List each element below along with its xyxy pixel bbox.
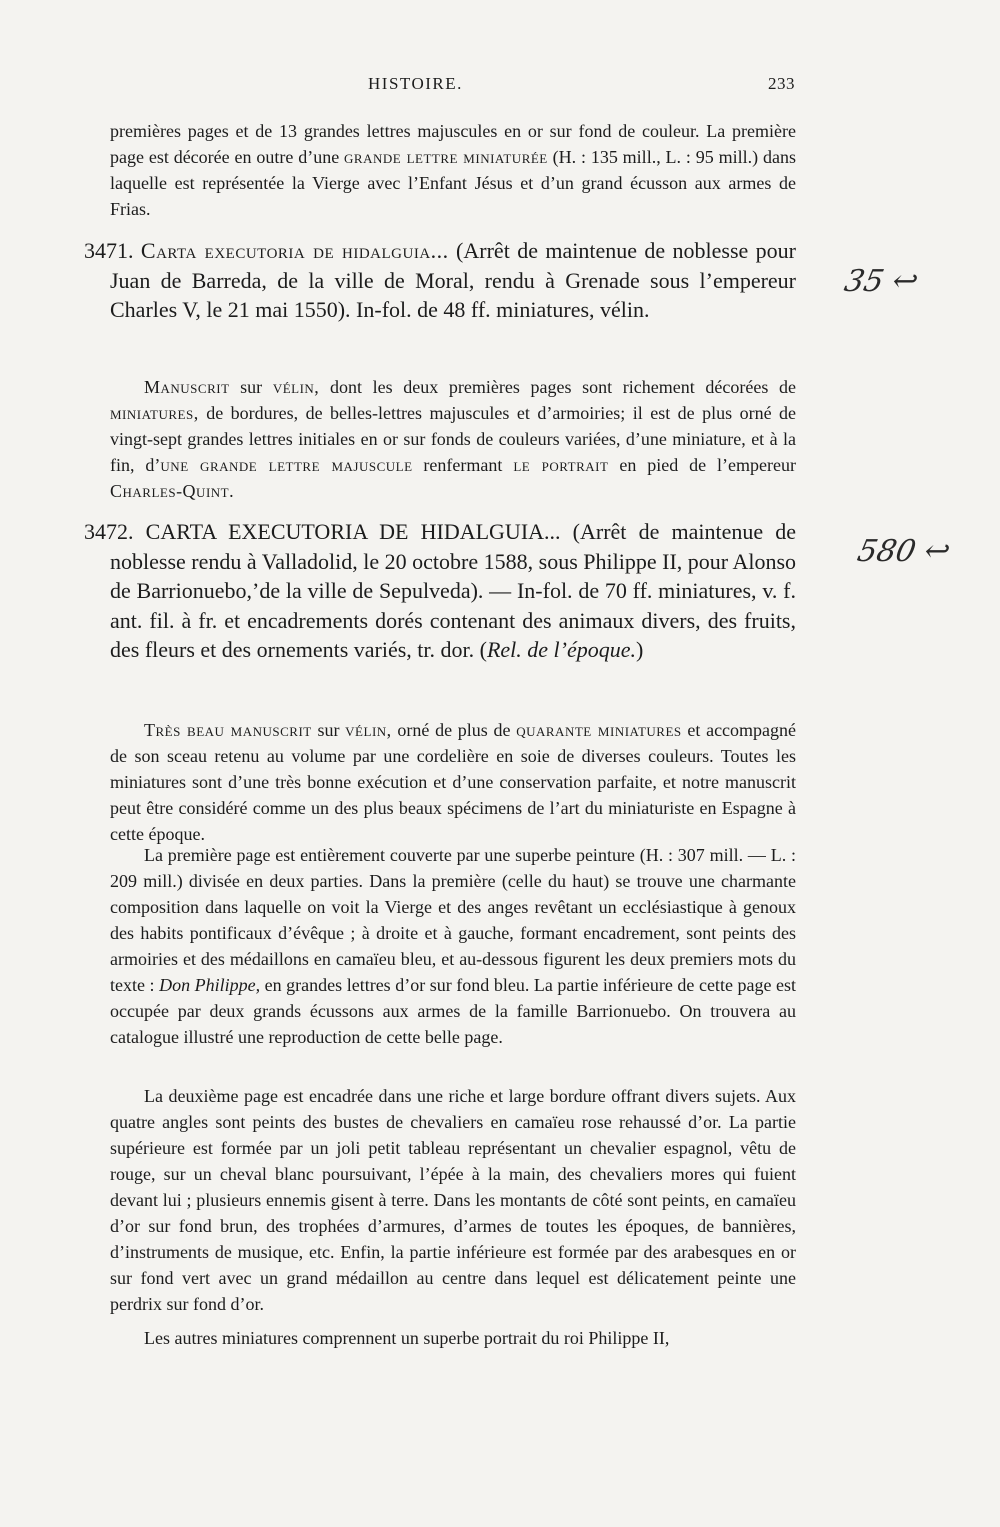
margin-price-note: 35 ↩ bbox=[841, 264, 922, 299]
lot-number: 3471. bbox=[84, 238, 134, 263]
lot-title: CARTA EXECUTORIA DE HIDALGUIA... bbox=[145, 519, 561, 544]
small-caps-run: Charles-Quint. bbox=[110, 481, 235, 501]
text-run: et accompagné de son sceau retenu au volume par une cordelière en soie de diverses couleurs. Toutes les miniatures sont d’une très bonne exécution et d’une conservation parfaite, et notre manuscrit peut être considéré comme un des plus beaux spécimens de l’art du miniaturiste en Espagne à cette époque. bbox=[110, 720, 797, 844]
lot-title: Carta executoria de hidalguia... bbox=[140, 238, 449, 263]
text-run: (H. : 135 mill., L. : 95 mill.) dans laquelle est représentée la Vierge avec l’Enfant Jésus et d’un grand écusson aux armes de Frias. bbox=[110, 147, 796, 219]
text-run: La première page est entièrement couverte par une superbe peinture (H. : 307 mill. — L. : 209 mill.) divisée en deux parties. Dans la première (celle du haut) se trouve une charmante composition dans laquelle on voit la Vierge et des anges revêtant un ecclésiastique à genoux des habits pontificaux d’évêque ; à droite et à gauche, formant encadrement, sont peints des armoiries et des médaillons en camaïeu bleu, et au-dessous figurent les deux premiers mots du texte : bbox=[110, 845, 796, 995]
running-head bbox=[110, 74, 795, 98]
lot-3472-note-p1 bbox=[110, 717, 796, 847]
lot-3472-note-p2 bbox=[110, 842, 796, 1050]
binding-note: Rel. de l’époque. bbox=[486, 637, 637, 662]
lot-3471-note bbox=[110, 374, 796, 504]
small-caps-run: une grande lettre majuscule bbox=[160, 455, 413, 475]
lot-3471 bbox=[84, 236, 796, 325]
page-number: 233 bbox=[768, 74, 795, 93]
text-run: en grandes lettres d’or sur fond bleu. La partie inférieure de cette page est occupée par deux grands écussons aux armes de la famille Barrionuebo. On trouvera au catalogue illustré une reproduction de cette belle page. bbox=[110, 975, 796, 1047]
text-run: sur bbox=[311, 720, 346, 740]
small-caps-run: vélin, bbox=[345, 720, 392, 740]
running-head-title: HISTOIRE. bbox=[368, 74, 463, 93]
continued-description bbox=[110, 118, 796, 222]
lot-3471-entry bbox=[84, 236, 796, 325]
small-caps-run: Très beau manuscrit bbox=[144, 720, 312, 740]
text-run: de bordures, de belles-lettres majuscules et d’armoiries; il est de plus orné de vingt-sept grandes lettres initiales en or sur fonds de couleurs variées, d’une miniature, et à la fin, d’ bbox=[110, 403, 796, 475]
text-run: premières pages et de 13 grandes lettres majuscules en or sur fond de couleur. La première page est décorée en outre d’une bbox=[110, 121, 796, 167]
small-caps-run: miniatures, bbox=[110, 403, 199, 423]
text-run: en pied de l’empereur bbox=[608, 455, 797, 475]
small-caps-run: quarante miniatures bbox=[516, 720, 682, 740]
lot-3472-note-p4: Les autres miniatures comprennent un superbe portrait du roi Philippe II, bbox=[144, 1328, 670, 1348]
small-caps-run: vélin, bbox=[272, 377, 320, 397]
lot-3472-note-p3: La deuxième page est encadrée dans une riche et large bordure offrant divers sujets. Aux quatre angles sont peints des bustes de chevaliers en camaïeu rose rehaussé d’or. La partie supérieure est formée par un joli petit tableau représentant un chevalier espagnol, vêtu de rouge, sur un cheval blanc poursuivant, l’épée à la main, des chevaliers mores qui fuient devant lui ; plusieurs ennemis gisent à terre. Dans les montants de côté sont peints, en camaïeu d’or sur fond brun, des trophées d’armures, d’armes de toutes les époques, de bannières, d’instruments de musique, etc. Enfin, la partie inférieure est formée par des arabesques en or sur fond vert avec un grand médaillon au centre dans lequel est délicatement peinte une perdrix sur fond d’or. bbox=[110, 1086, 796, 1314]
lot-description: (Arrêt de maintenue de noblesse rendu à Valladolid, le 20 octobre 1588, sous Philippe II, pour Alonso de Barrionuebo,’de la ville de Sepulveda). — In-fol. de 70 ff. miniatures, v. f. ant. fil. à fr. et encadrements dorés contenant des animaux divers, des fruits, des fleurs et des ornements variés, tr. dor. ( bbox=[110, 519, 797, 662]
lot-3472-entry bbox=[84, 517, 796, 665]
text-run: ) bbox=[636, 637, 644, 662]
italic-run: Don Philippe, bbox=[159, 975, 261, 995]
text-run: renfermant bbox=[412, 455, 514, 475]
lot-number: 3472. bbox=[84, 519, 134, 544]
lot-3472 bbox=[84, 517, 796, 665]
text-run: dont les deux premières pages sont richement décorées de bbox=[319, 377, 796, 397]
lot-description: (Arrêt de maintenue de noblesse pour Juan de Barreda, de la ville de Moral, rendu à Grenade sous l’empereur Charles V, le 21 mai 1550). In-fol. de 48 ff. miniatures, vélin. bbox=[110, 238, 797, 322]
small-caps-run: le portrait bbox=[513, 455, 609, 475]
small-caps-run: grande lettre miniaturée bbox=[344, 147, 548, 167]
margin-price-note: 580 ↩ bbox=[854, 534, 954, 569]
text-run: orné de plus de bbox=[391, 720, 517, 740]
small-caps-run: Manuscrit bbox=[144, 377, 230, 397]
text-run: sur bbox=[229, 377, 273, 397]
